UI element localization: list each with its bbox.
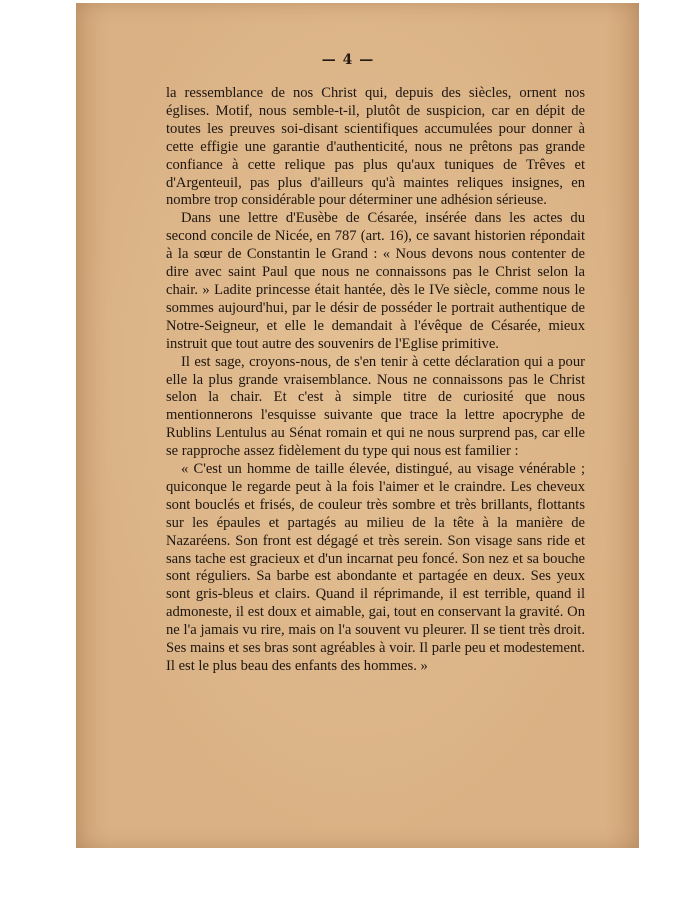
paragraph-4-quotation: « C'est un homme de taille élevée, distingué, au visage vénérable ; quiconque le regarde peut à la fois l'aimer et le craindre. Les cheveux sont bouclés et frisés, de couleur très sombre et très brillants, flottants sur les épaules et partagés au milieu de la tête à la manière de Nazaréens. Son front est dégagé et très serein. Son visage sans ride et sans tache est gracieux et d'un incarnat peu foncé. Son nez et sa bouche sont réguliers. Sa barbe est abondante et partagée en deux. Ses yeux sont gris-bleus et clairs. Quand il réprimande, il est terrible, quand il admoneste, il est doux et aimable, gai, tout en conservant la gravité. On ne l'a jamais vu rire, mais on l'a souvent vu pleurer. Il se tient très droit. Ses mains et ses bras sont agréables à voir. Il parle peu et modestement. Il est le plus beau des enfants des hommes. » <box>166 461 585 674</box>
page-number: — 4 — <box>321 52 375 68</box>
paragraph-1: la ressemblance de nos Christ qui, depuis des siècles, ornent nos églises. Motif, nous semble-t-il, plutôt de suspicion, car en dépit de toutes les preuves soi-disant scientifiques accumulées pour donner à cette effigie une garantie d'authenticité, nous ne prêtons pas grande confiance à cette relique pas plus qu'aux tuniques de Trêves et d'Argenteuil, pas plus d'ailleurs qu'à maintes reliques insignes, en nombre trop considérable pour déterminer une adhésion sérieuse. <box>166 85 585 209</box>
paragraph-2: Dans une lettre d'Eusèbe de Césarée, insérée dans les actes du second concile de Nicée, en 787 (art. 16), ce savant historien répondait à la sœur de Constantin le Grand : « Nous devons nous contenter de dire avec saint Paul que nous ne connaissons pas le Christ selon la chair. » Ladite princesse était hantée, dès le IVe siècle, comme nous le sommes aujourd'hui, par le désir de posséder le portrait authentique de Notre-Seigneur, et elle le demandait à l'évêque de Césarée, mieux instruit que tout autre des souvenirs de l'Eglise primitive. <box>166 210 585 352</box>
body-text <box>166 85 585 676</box>
paragraph-3: Il est sage, croyons-nous, de s'en tenir à cette déclaration qui a pour elle la plus grande vraisemblance. Nous ne connaissons pas le Christ selon la chair. Et c'est à simple titre de curiosité que nous mentionnerons l'esquisse suivante que trace la lettre apocryphe de Rublins Lentulus au Sénat romain et qui ne nous surprend pas, car elle se rapproche assez fidèlement du type qui nous est familier : <box>166 353 585 460</box>
